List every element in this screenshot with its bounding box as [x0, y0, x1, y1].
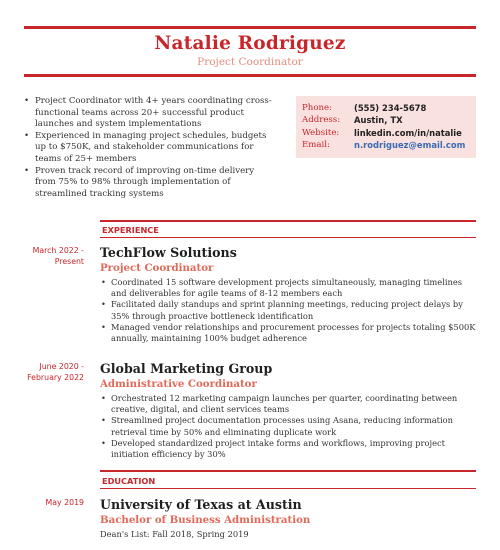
job-date-end: Present [54, 257, 84, 266]
job-date-end: February 2022 [27, 373, 84, 382]
header-bottom-rule [24, 74, 476, 77]
education-note: Dean's List: Fall 2018, Spring 2019 [100, 529, 249, 539]
education-rule-bottom [100, 488, 476, 489]
contact-box [296, 96, 476, 158]
contact-email-link[interactable]: n.rodriguez@email.com [354, 140, 466, 151]
candidate-name: Natalie Rodriguez [154, 33, 346, 54]
experience-rule-bottom [100, 237, 476, 238]
contact-email-label: Email: [302, 140, 330, 151]
school-name: University of Texas at Austin [100, 497, 302, 512]
job-bullet: • Streamlined project documentation processes using Asana, reducing information retrieval time by 50% and eliminating duplicate work [100, 415, 476, 437]
job-date-start: June 2020 - [39, 362, 84, 371]
education-entry [100, 497, 476, 540]
contact-email-row [302, 139, 470, 151]
education-heading: EDUCATION [102, 476, 156, 486]
job-bullet: • Developed standardized project intake forms and workflows, improving project initiation efficiency by 30% [100, 438, 476, 460]
contact-website-label: Website: [302, 127, 340, 138]
contact-website-row [302, 127, 470, 139]
company-name: TechFlow Solutions [100, 245, 237, 260]
job-role: Administrative Coordinator [100, 378, 257, 390]
degree-name: Bachelor of Business Administration [100, 514, 311, 526]
contact-phone-row [302, 102, 470, 114]
job-entry [100, 361, 476, 460]
contact-address: Austin, TX [354, 115, 403, 126]
job-date [24, 361, 84, 383]
experience-rule-top [100, 220, 476, 222]
job-bullet: • Managed vendor relationships and procurement processes for projects totaling $500K annually, maintaining 100% budget adherence [100, 322, 476, 344]
job-date-start: March 2022 - [32, 246, 84, 255]
contact-address-row [302, 114, 470, 126]
job-bullet: • Coordinated 15 software development projects simultaneously, managing timelines and deliverables for agile teams of 8-12 members each [100, 277, 476, 299]
education-rule-top [100, 470, 476, 472]
candidate-title: Project Coordinator [197, 56, 303, 68]
contact-phone-label: Phone: [302, 103, 333, 113]
summary-list [24, 96, 274, 200]
education-date: May 2019 [45, 498, 84, 507]
contact-website-link[interactable]: linkedin.com/in/natalie [354, 127, 462, 138]
contact-phone: (555) 234-5678 [354, 103, 427, 113]
job-date [24, 245, 84, 267]
job-bullet: • Orchestrated 12 marketing campaign launches per quarter, coordinating between creative, digital, and client services teams [100, 393, 476, 415]
summary-item: • Proven track record of improving on-time delivery from 75% to 98% through implementation of streamlined tracking systems [24, 166, 274, 201]
company-name: Global Marketing Group [100, 361, 273, 376]
summary-item: • Experienced in managing project schedules, budgets up to $750K, and stakeholder communications for teams of 25+ members [24, 131, 274, 166]
experience-heading: EXPERIENCE [102, 225, 159, 235]
header-top-rule [24, 26, 476, 29]
job-bullets [100, 393, 476, 460]
contact-address-label: Address: [302, 115, 341, 126]
summary-item: • Project Coordinator with 4+ years coordinating cross-functional teams across 20+ successful product launches and system implementations [24, 96, 274, 131]
job-entry [100, 245, 476, 344]
job-role: Project Coordinator [100, 262, 214, 274]
job-bullets [100, 277, 476, 344]
job-bullet: • Facilitated daily standups and sprint planning meetings, reducing project delays by 35% through proactive bottleneck identification [100, 299, 476, 321]
